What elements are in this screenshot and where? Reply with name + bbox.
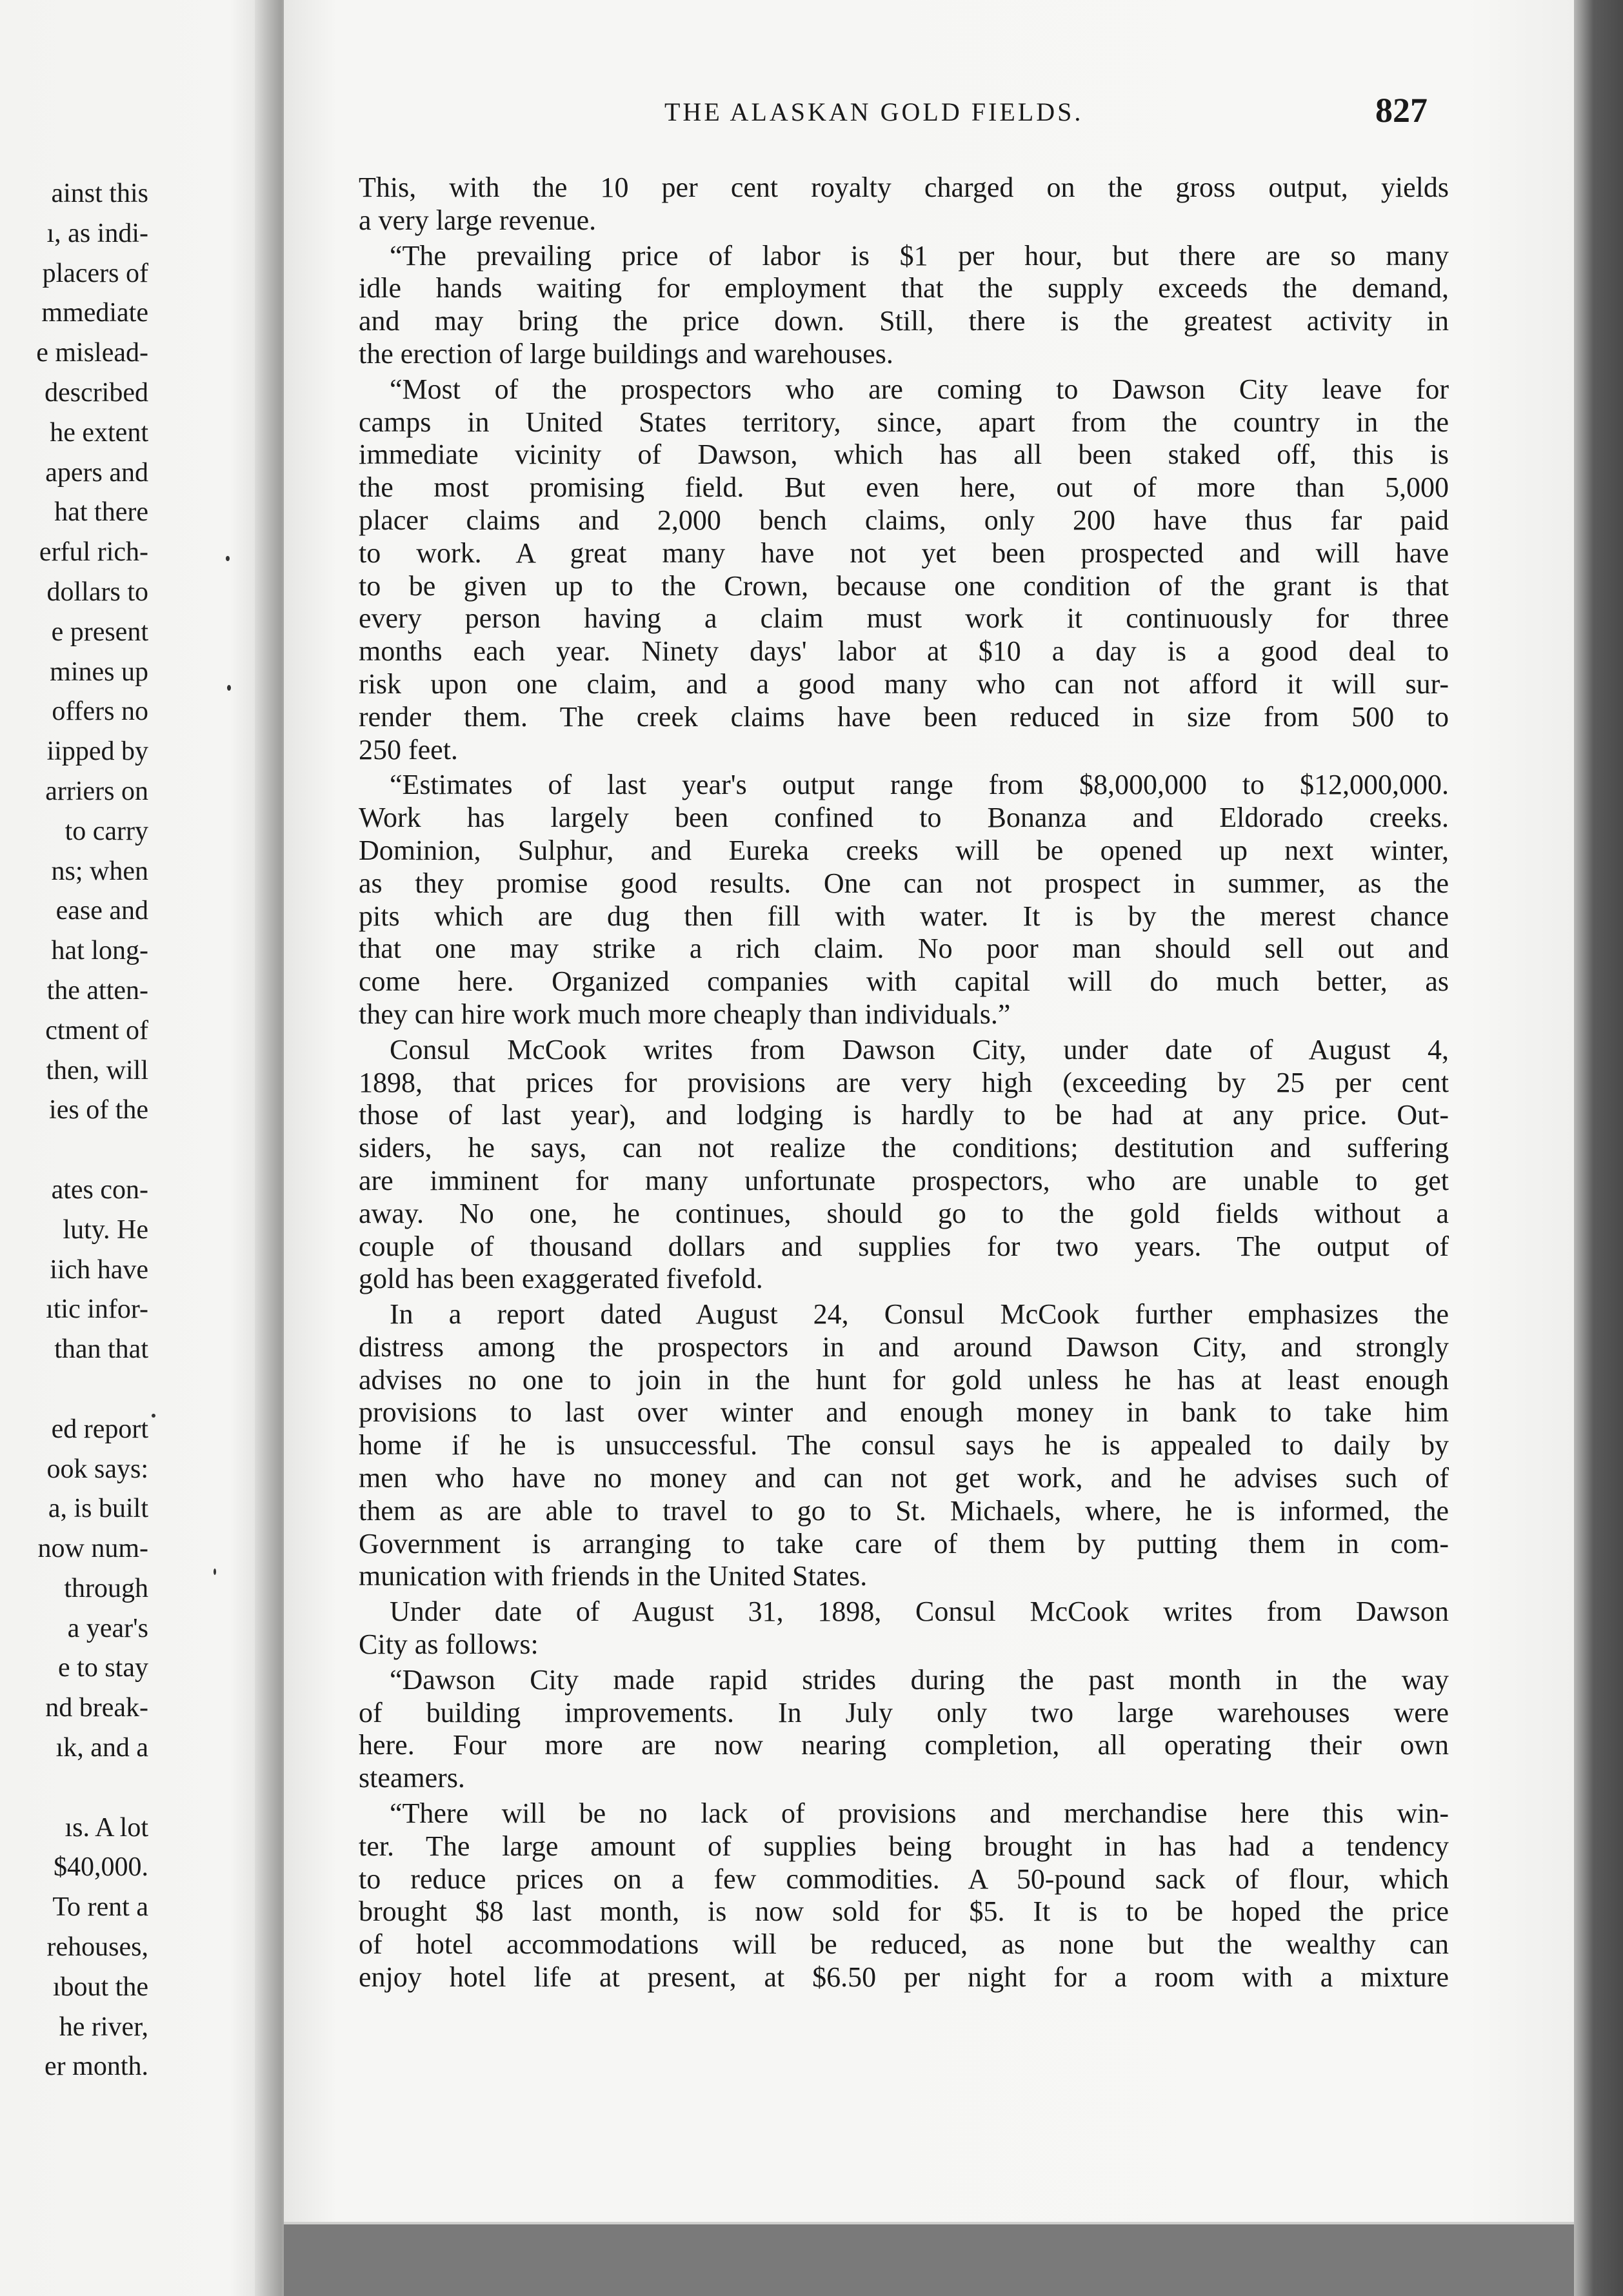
paragraph <box>359 373 1449 767</box>
text-line: here. Four more are now nearing completion, all operating their own <box>359 1729 1449 1761</box>
previous-page-line: ainst this <box>51 179 148 208</box>
text-line: ter. The large amount of supplies being brought in has had a tendency <box>359 1830 1449 1862</box>
text-line: the most promising field. But even here, out of more than 5,000 <box>359 471 1449 504</box>
previous-page-line: ı, as indi- <box>46 218 148 248</box>
text-line: “Dawson City made rapid strides during the past month in the way <box>390 1663 1449 1696</box>
previous-page-edge <box>0 0 271 2296</box>
previous-page-line: offers no <box>52 697 148 727</box>
previous-page-line: ook says: <box>46 1454 148 1484</box>
previous-page-line: through <box>64 1573 148 1603</box>
previous-page-line: hat long- <box>51 936 148 966</box>
text-line: of building improvements. In July only two large warehouses were <box>359 1696 1449 1728</box>
previous-page-text-fragments <box>0 174 148 2087</box>
previous-page-line: the atten- <box>46 975 148 1005</box>
page-edge-shadow <box>1574 0 1623 2296</box>
text-line: provisions to last over winter and enough money in bank to take him <box>359 1396 1449 1429</box>
previous-page-line: rehouses, <box>46 1932 148 1963</box>
previous-page-line: ctment of <box>45 1015 148 1045</box>
text-line: a very large revenue. <box>359 204 597 236</box>
text-line: come here. Organized companies with capital will do much better, as <box>359 965 1449 998</box>
previous-page-line: ies of the <box>49 1095 148 1125</box>
previous-page-line: $40,000. <box>54 1852 148 1883</box>
text-line: them as are able to travel to go to St. Michaels, where, he is informed, the <box>359 1494 1449 1527</box>
text-line: of hotel accommodations will be reduced, as none but the wealthy can <box>359 1928 1449 1961</box>
previous-page-line <box>0 1131 148 1171</box>
text-line: placer claims and 2,000 bench claims, only 200 have thus far paid <box>359 504 1449 536</box>
previous-page-line: than that <box>54 1334 148 1365</box>
previous-page-line: er month. <box>45 2052 148 2082</box>
paragraph <box>359 1596 1449 1661</box>
previous-page-line: mmediate <box>41 298 148 328</box>
previous-page-line: described <box>45 377 148 408</box>
page-body-text <box>359 172 1449 1994</box>
previous-page-line: luty. He <box>63 1214 148 1245</box>
text-line: home if he is unsuccessful. The consul says he is appealed to daily by <box>359 1429 1449 1461</box>
text-line: immediate vicinity of Dawson, which has all been staked off, this is <box>359 439 1449 471</box>
text-line: Dominion, Sulphur, and Eureka creeks will be opened up next winter, <box>359 834 1449 866</box>
text-line: to reduce prices on a few commodities. A 50-pound sack of flour, which <box>359 1863 1449 1895</box>
text-line: enjoy hotel life at present, at $6.50 per night for a room with a mixture <box>359 1961 1449 1994</box>
text-line: brought $8 last month, is now sold for $5. It is to be hoped the price <box>359 1895 1449 1928</box>
page-number: 827 <box>1375 91 1428 130</box>
previous-page-line: e to stay <box>58 1653 148 1683</box>
text-line: “There will be no lack of provisions and merchandise here this win- <box>390 1797 1449 1830</box>
previous-page-line: a, is built <box>48 1494 148 1524</box>
previous-page-line: to carry <box>65 816 148 846</box>
text-line: that one may strike a rich claim. No poor man should sell out and <box>359 933 1449 965</box>
text-line: 250 feet. <box>359 733 458 766</box>
text-line: risk upon one claim, and a good many who can not afford it will sur- <box>359 668 1449 700</box>
text-line: munication with friends in the United States. <box>359 1560 868 1592</box>
text-line: “Most of the prospectors who are coming to Dawson City leave for <box>390 373 1449 405</box>
previous-page-line: erful rich- <box>39 537 148 568</box>
paragraph <box>359 1664 1449 1795</box>
previous-page-line <box>0 1768 148 1808</box>
previous-page-line: nd break- <box>45 1693 148 1723</box>
text-line: City as follows: <box>359 1628 539 1661</box>
paragraph <box>359 1797 1449 1994</box>
text-line: In a report dated August 24, Consul McCook further emphasizes the <box>390 1298 1449 1331</box>
text-line: Consul McCook writes from Dawson City, under date of August 4, <box>390 1033 1449 1065</box>
previous-page-line: iipped by <box>46 737 148 767</box>
text-line: months each year. Ninety days' labor at $10 a day is a good deal to <box>359 635 1449 668</box>
previous-page-line: ıtic infor- <box>46 1294 148 1325</box>
text-line: gold has been exaggerated fivefold. <box>359 1263 763 1295</box>
scan-background-bottom <box>284 2224 1574 2296</box>
previous-page-line: ates con- <box>51 1174 148 1205</box>
text-line: those of last year), and lodging is hardly to be had at any price. Out- <box>359 1099 1449 1131</box>
text-line: away. No one, he continues, should go to the gold fields without a <box>359 1197 1449 1229</box>
text-line: and may bring the price down. Still, there is the greatest activity in <box>359 305 1449 337</box>
text-line: distress among the prospectors in and around Dawson City, and strongly <box>359 1331 1449 1363</box>
previous-page-line: mines up <box>50 657 148 687</box>
previous-page-line: ıbout the <box>52 1972 148 2002</box>
paragraph <box>359 240 1449 371</box>
previous-page-line: dollars to <box>46 577 148 607</box>
text-line: idle hands waiting for employment that the supply exceeds the demand, <box>359 272 1449 304</box>
previous-page-line: then, will <box>46 1055 148 1085</box>
previous-page-line: placers of <box>42 258 148 288</box>
previous-page-line: arriers on <box>45 776 148 806</box>
text-line: steamers. <box>359 1762 465 1794</box>
previous-page-line: he extent <box>50 417 148 448</box>
running-head: THE ALASKAN GOLD FIELDS. <box>664 97 1084 126</box>
previous-page-line: he river, <box>59 2012 148 2042</box>
previous-page-line: now num- <box>37 1534 148 1564</box>
paragraph <box>359 1298 1449 1593</box>
text-line: “Estimates of last year's output range from $8,000,000 to $12,000,000. <box>390 769 1449 801</box>
text-line: render them. The creek claims have been reduced in size from 500 to <box>359 700 1449 733</box>
text-line: to work. A great many have not yet been prospected and will have <box>359 537 1449 569</box>
previous-page-line: ease and <box>55 896 148 926</box>
text-line: the erection of large buildings and warehouses. <box>359 337 893 370</box>
previous-page-line: ed report <box>51 1414 148 1444</box>
text-line: men who have no money and can not get work, and he advises such of <box>359 1462 1449 1494</box>
text-line: every person having a claim must work it continuously for three <box>359 602 1449 635</box>
previous-page-line: To rent a <box>52 1892 148 1923</box>
text-line: pits which are dug then fill with water. It is by the merest chance <box>359 900 1449 932</box>
text-line: they can hire work much more cheaply than individuals.” <box>359 998 1011 1030</box>
previous-page-line: e mislead- <box>36 338 148 368</box>
previous-page-line: ns; when <box>51 856 148 886</box>
text-line: “The prevailing price of labor is $1 per hour, but there are so many <box>390 239 1449 272</box>
previous-page-line <box>0 1370 148 1410</box>
text-line: as they promise good results. One can not prospect in summer, as the <box>359 867 1449 899</box>
previous-page-line: iich have <box>50 1254 148 1285</box>
text-line: This, with the 10 per cent royalty charged on the gross output, yields <box>359 172 1449 203</box>
previous-page-line: hat there <box>54 497 148 528</box>
text-line: advises no one to join in the hunt for gold unless he has at least enough <box>359 1363 1449 1396</box>
paragraph <box>359 1034 1449 1296</box>
text-line: camps in United States territory, since, apart from the country in the <box>359 406 1449 438</box>
text-line: are imminent for many unfortunate prospectors, who are unable to get <box>359 1164 1449 1196</box>
text-line: to be given up to the Crown, because one condition of the grant is that <box>359 569 1449 602</box>
text-line: 1898, that prices for provisions are very high (exceeding by 25 per cent <box>359 1066 1449 1098</box>
text-line: Government is arranging to take care of them by putting them in com- <box>359 1527 1449 1559</box>
paragraph <box>359 769 1449 1031</box>
text-line: Under date of August 31, 1898, Consul McCook writes from Dawson <box>390 1596 1449 1628</box>
previous-page-line: ıs. A lot <box>65 1812 148 1843</box>
text-line: couple of thousand dollars and supplies for two years. The output of <box>359 1230 1449 1262</box>
paragraph <box>359 172 1449 237</box>
previous-page-line: a year's <box>67 1613 148 1643</box>
text-line: Work has largely been confined to Bonanza and Eldorado creeks. <box>359 802 1449 834</box>
previous-page-line: apers and <box>45 457 148 488</box>
previous-page-line: ık, and a <box>55 1733 148 1763</box>
text-line: siders, he says, can not realize the conditions; destitution and suffering <box>359 1132 1449 1164</box>
previous-page-line: e present <box>51 617 148 647</box>
